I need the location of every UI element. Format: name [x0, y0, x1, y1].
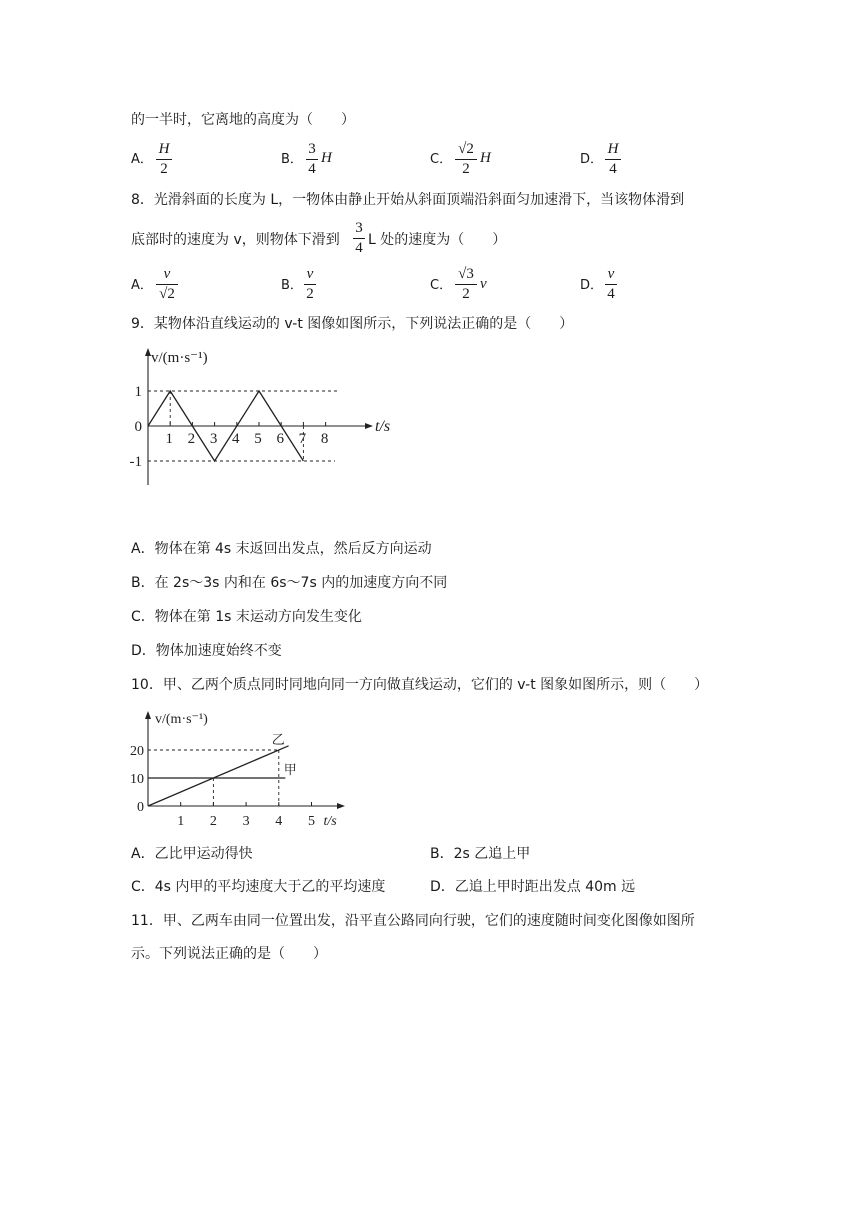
q10-x-tick-label: 2 — [209, 814, 217, 829]
q8-option-a-fraction — [156, 266, 178, 303]
q10-x-tick-label: 4 — [275, 814, 283, 829]
q8-stem-fraction — [353, 220, 365, 257]
q10-series-label-jia: 甲 — [283, 762, 297, 777]
q8-stem-numerator: 3 — [355, 220, 363, 236]
q9-vt-chart — [125, 340, 395, 490]
q7-continuation: 的一半时，它离地的高度为（ ） — [131, 112, 355, 128]
q7-option-d-label: D． — [580, 152, 604, 167]
q9-t-axis-arrow — [365, 423, 373, 429]
q7-option-c-label: C． — [430, 152, 453, 167]
q7-a-denominator: 2 — [160, 161, 168, 177]
q9-x-tick-label: 2 — [187, 431, 196, 447]
q10-series-yi — [148, 746, 289, 806]
q8-option-d-fraction — [605, 266, 617, 303]
q7-c-symbol: H — [480, 150, 491, 166]
q8-c-symbol: v — [480, 276, 487, 292]
q8-option-c-label: C． — [430, 278, 453, 293]
q7-option-b-fraction — [306, 141, 318, 178]
q9-x-tick-label: 4 — [232, 431, 240, 447]
q10-option-d: D．乙追上甲时距出发点 40m 远 — [430, 879, 636, 895]
q9-option-b: B．在 2s～3s 内和在 6s～7s 内的加速度方向不同 — [131, 575, 448, 591]
q9-option-d: D．物体加速度始终不变 — [131, 643, 282, 659]
q8-d-numerator: v — [607, 266, 615, 282]
q9-x-tick-label: 6 — [276, 431, 284, 447]
q7-c-numerator: √2 — [458, 141, 474, 157]
q8-a-denominator: √2 — [159, 286, 175, 302]
q8-option-c-fraction — [455, 266, 477, 303]
q10-x-tick-label: 5 — [308, 814, 315, 829]
q8-stem-line1: 8．光滑斜面的长度为 L，一物体由静止开始从斜面顶端沿斜面匀加速滑下，当该物体滑到 — [131, 192, 685, 208]
q9-stem: 9．某物体沿直线运动的 v-t 图像如图所示，下列说法正确的是（ ） — [131, 316, 574, 332]
q8-b-numerator: v — [306, 266, 314, 282]
q8-a-numerator: v — [163, 266, 171, 282]
q9-y-tick-label: -1 — [129, 454, 142, 470]
q7-option-d-fraction — [605, 141, 621, 178]
q8-c-numerator: √3 — [458, 266, 474, 282]
q7-b-numerator: 3 — [308, 141, 316, 157]
q8-option-a-label: A． — [131, 278, 153, 293]
q7-option-b-label: B． — [281, 152, 303, 167]
q9-option-c: C．物体在第 1s 末运动方向发生变化 — [131, 609, 362, 625]
q8-line2-suffix: L 处的速度为（ ） — [368, 232, 507, 248]
q8-stem-denominator: 4 — [355, 240, 363, 256]
q10-t-axis-arrow — [337, 803, 345, 809]
q10-option-a: A．乙比甲运动得快 — [131, 846, 253, 862]
q9-x-axis-label: t/s — [375, 418, 391, 435]
q9-x-tick-label: 1 — [165, 431, 173, 447]
q7-b-denominator: 4 — [308, 161, 316, 177]
q10-x-axis-label: t/s — [323, 814, 337, 829]
q7-b-symbol: H — [321, 150, 332, 166]
q9-x-tick-label: 7 — [298, 431, 307, 447]
q10-series-label-yi: 乙 — [271, 732, 285, 747]
q7-d-numerator: H — [607, 141, 619, 157]
q7-option-a-fraction — [156, 141, 172, 178]
q8-option-b-fraction — [304, 266, 316, 303]
q8-option-d-label: D． — [580, 278, 604, 293]
q9-y-tick-label: 0 — [134, 419, 142, 435]
q9-x-tick-label: 8 — [320, 431, 329, 447]
q10-y-tick-label: 0 — [137, 800, 144, 815]
q8-option-b-label: B． — [281, 278, 303, 293]
q10-x-tick-label: 3 — [242, 814, 250, 829]
q7-option-c-fraction — [455, 141, 477, 178]
q10-y-tick-label: 20 — [130, 744, 144, 759]
q9-y-axis-label: v/(m·s⁻¹) — [151, 350, 208, 366]
q8-d-denominator: 4 — [607, 286, 615, 302]
q10-x-tick-label: 1 — [177, 814, 185, 829]
q9-option-a: A．物体在第 4s 末返回出发点，然后反方向运动 — [131, 541, 432, 557]
q10-stem: 10．甲、乙两个质点同时同地向同一方向做直线运动，它们的 v-t 图象如图所示，则（ ） — [131, 677, 709, 693]
q11-stem-line1: 11．甲、乙两车由同一位置出发，沿平直公路同向行驶，它们的速度随时间变化图像如图所 — [131, 913, 695, 929]
q9-y-tick-label: 1 — [134, 384, 142, 400]
q7-d-denominator: 4 — [609, 161, 617, 177]
q10-option-c: C．4s 内甲的平均速度大于乙的平均速度 — [131, 879, 386, 895]
q8-line2-prefix: 底部时的速度为 v，则物体下滑到 — [131, 232, 340, 248]
q7-a-numerator: H — [158, 141, 170, 157]
q7-option-a-label: A． — [131, 152, 153, 167]
q10-y-axis-label: v/(m·s⁻¹) — [155, 712, 208, 727]
q8-c-denominator: 2 — [462, 286, 470, 302]
q10-v-axis-arrow — [145, 711, 151, 719]
q11-stem-line2: 示。下列说法正确的是（ ） — [131, 946, 327, 962]
q10-vt-chart — [125, 705, 365, 833]
q10-y-tick-label: 10 — [130, 772, 144, 787]
q10-option-b: B．2s 乙追上甲 — [430, 846, 531, 862]
q9-x-tick-label: 5 — [254, 431, 262, 447]
q8-b-denominator: 2 — [306, 286, 314, 302]
q7-c-denominator: 2 — [462, 161, 470, 177]
q9-x-tick-label: 3 — [209, 431, 218, 447]
